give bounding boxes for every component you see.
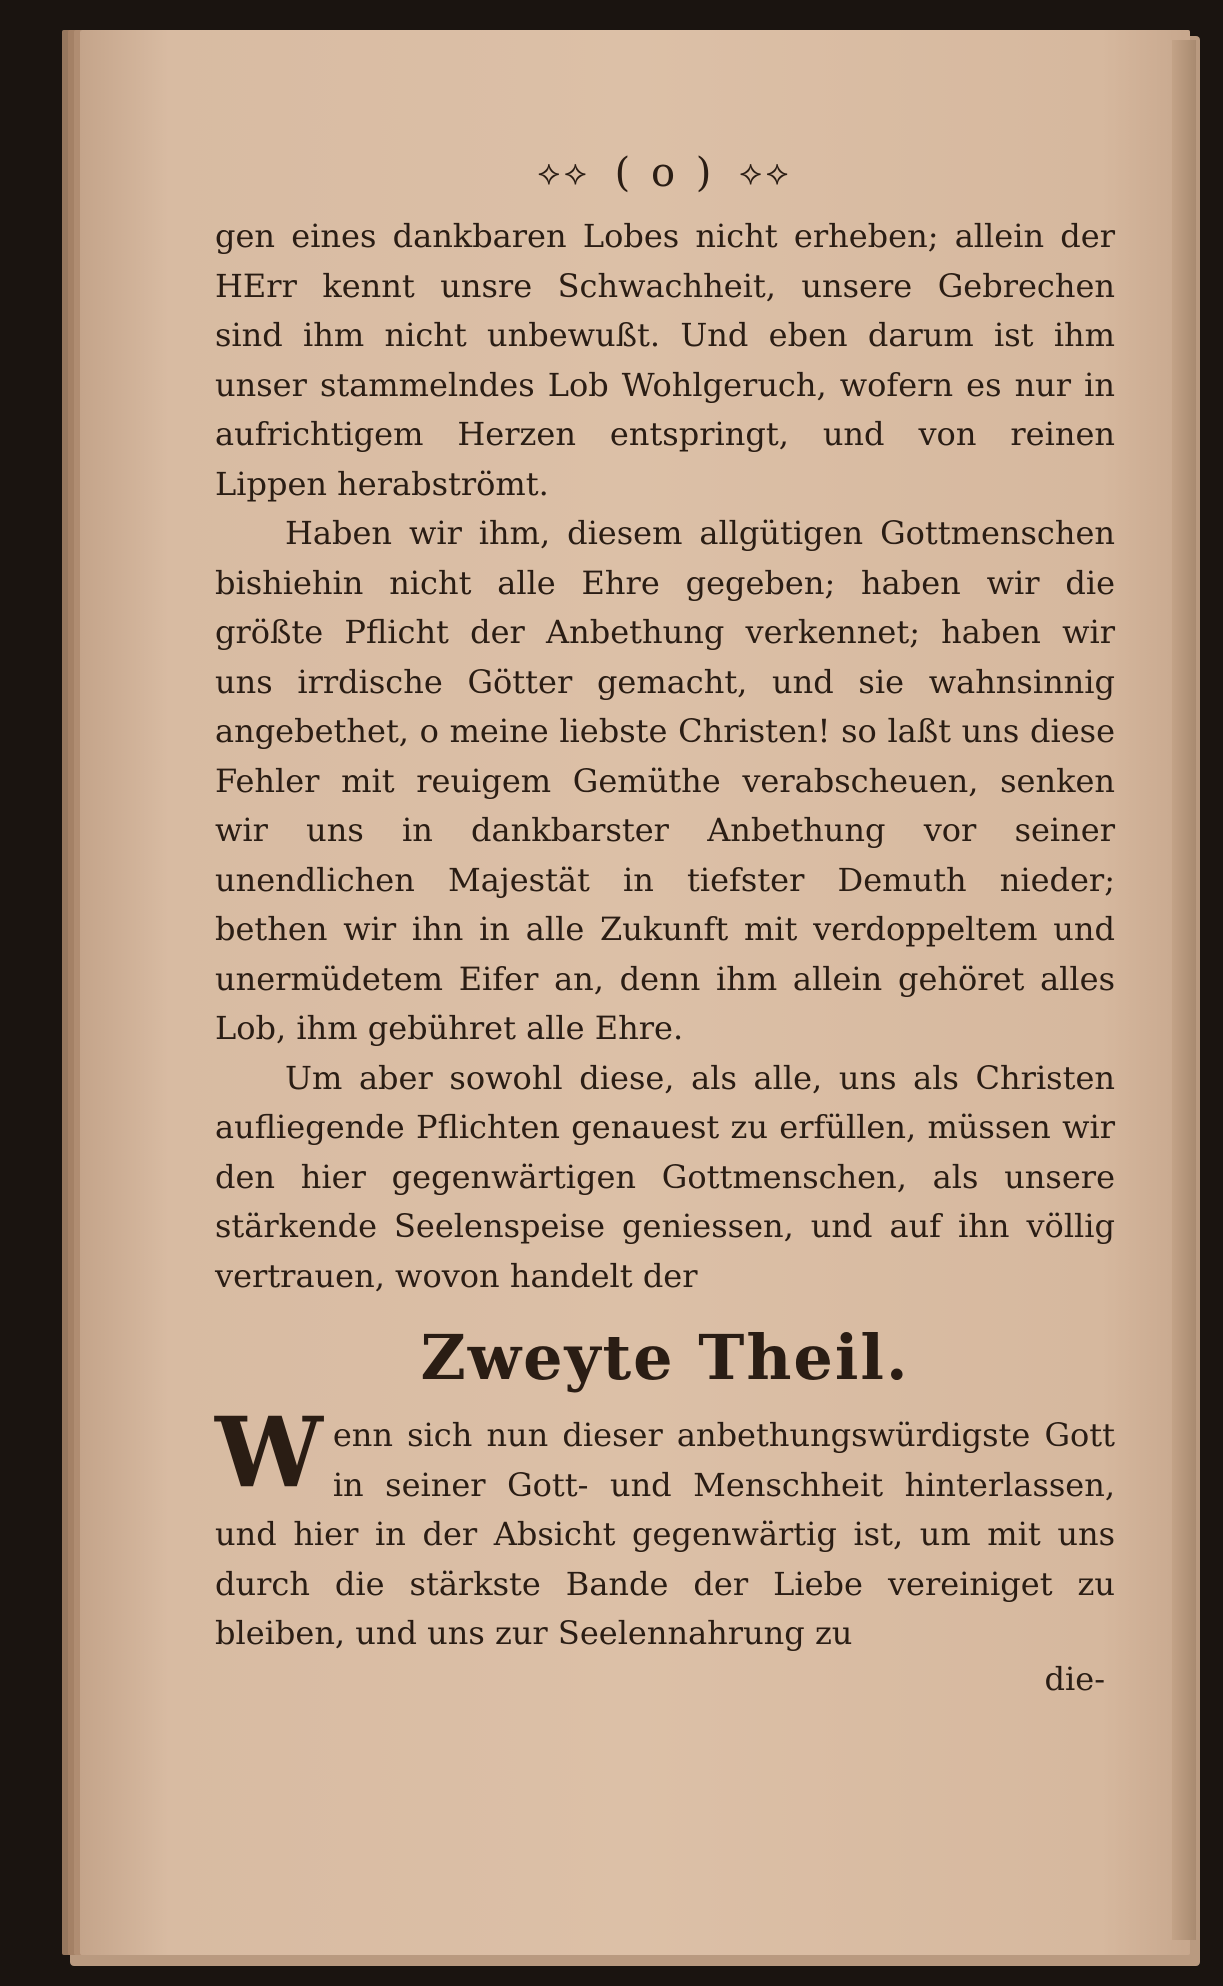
page-fold-edge [1172, 40, 1196, 1940]
drop-cap: W [215, 1396, 323, 1509]
paragraph-4-text: enn sich nun dieser anbethungswürdigste Gott in seiner Gott- und Menschheit hinterlassen, und hier in der Absicht gegenwärtig ist, um mit uns durch die stärkste Bande der Liebe vereiniget zu bleiben, und uns zur Seelennahrung zu [215, 1416, 1115, 1652]
paragraph-3: Um aber sowohl diese, als alle, uns als Christen aufliegende Pflichten genauest zu erfüllen, müssen wir den hier gegenwärtigen Gottmenschen, als unsere stärkende Seelenspeise geniessen, und auf ihn völlig vertrauen, wovon handelt der [215, 1058, 1115, 1295]
text-block [215, 150, 1115, 1699]
left-ornament-icon: ⟡⟡ [537, 153, 591, 193]
paragraph-1: gen eines dankbaren Lobes nicht erheben; allein der HErr kennt unsre Schwachheit, unsere Gebrechen sind ihm nicht unbewußt. Und eben darum ist ihm unser stammelndes Lob Wohlgeruch, wofern es nur in aufrichtigem Herzen entspringt, und von reinen Lippen herabströmt. [215, 217, 1115, 503]
page-number: ( o ) [614, 150, 716, 196]
paragraph-2: Haben wir ihm, diesem allgütigen Gottmenschen bishiehin nicht alle Ehre gegeben; haben wir die größte Pflicht der Anbethung verkennet; haben wir uns irrdische Götter gemacht, und sie wahnsinnig angebethet, o meine liebste Christen! so laßt uns diese Fehler mit reuigem Gemüthe verabscheuen, senken wir uns in dankbarster Anbethung vor seiner unendlichen Majestät in tiefster Demuth nieder; bethen wir ihn in alle Zukunft mit verdoppeltem und unermüdetem Eifer an, denn ihm allein gehöret alles Lob, ihm gebühret alle Ehre. [215, 514, 1115, 1047]
catchword: die- [1044, 1659, 1105, 1698]
section-heading: Zweyte Theil. [420, 1321, 910, 1394]
page-header [215, 150, 1115, 196]
paragraph-4 [215, 1396, 1115, 1659]
right-ornament-icon: ⟡⟡ [739, 153, 793, 193]
